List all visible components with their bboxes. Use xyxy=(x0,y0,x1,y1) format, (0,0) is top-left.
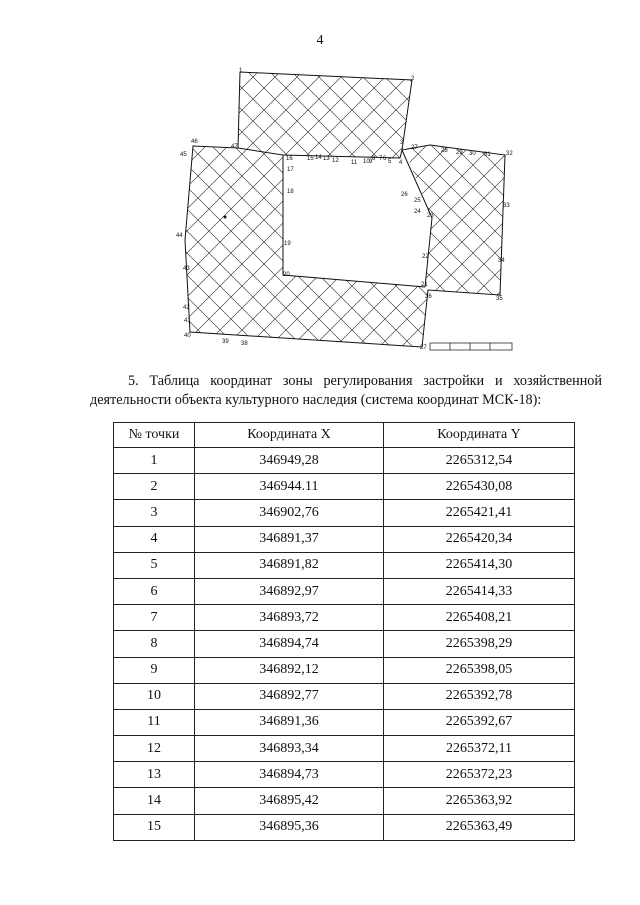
point-number-cell: 11 xyxy=(114,709,195,735)
point-label: 33 xyxy=(503,203,510,209)
coordinate-x-cell: 346891,37 xyxy=(195,526,384,552)
coordinate-y-cell: 2265363,49 xyxy=(384,814,575,840)
table-row xyxy=(114,578,575,604)
coordinate-y-cell: 2265430,08 xyxy=(384,474,575,500)
coordinate-y-cell: 2265372,23 xyxy=(384,762,575,788)
table-row xyxy=(114,736,575,762)
page-number: 4 xyxy=(316,33,324,48)
point-label: 2 xyxy=(411,76,415,82)
hatched-zone xyxy=(185,72,505,347)
point-label: 8 xyxy=(372,156,376,162)
coordinates-table xyxy=(113,422,575,841)
coordinate-y-cell: 2265312,54 xyxy=(384,448,575,474)
point-label: 14 xyxy=(315,155,322,161)
point-label: 34 xyxy=(498,258,505,264)
point-label: 27 xyxy=(411,145,418,151)
coordinate-y-cell: 2265363,92 xyxy=(384,788,575,814)
table-row xyxy=(114,448,575,474)
table-row xyxy=(114,683,575,709)
point-number-cell: 14 xyxy=(114,788,195,814)
table-row xyxy=(114,657,575,683)
point-label: 15 xyxy=(307,156,314,162)
point-number-cell: 8 xyxy=(114,631,195,657)
point-label: 5 xyxy=(388,159,392,165)
point-label: 10 xyxy=(363,159,370,165)
coordinate-y-cell: 2265421,41 xyxy=(384,500,575,526)
point-label: 13 xyxy=(323,156,330,162)
point-number-cell: 6 xyxy=(114,578,195,604)
header-coordinate-y: Координата Y xyxy=(384,423,575,448)
point-label: 21 xyxy=(421,282,428,288)
point-label: 42 xyxy=(183,305,190,311)
point-number-cell: 10 xyxy=(114,683,195,709)
point-label: 26 xyxy=(401,192,408,198)
point-label: 31 xyxy=(484,152,491,158)
point-label: 16 xyxy=(286,156,293,162)
table-row xyxy=(114,605,575,631)
table-row xyxy=(114,474,575,500)
point-label: 40 xyxy=(184,333,191,339)
point-label: 27 xyxy=(420,345,427,351)
point-label: 36 xyxy=(425,294,432,300)
point-number-cell: 1 xyxy=(114,448,195,474)
coordinate-x-cell: 346902,76 xyxy=(195,500,384,526)
table-body xyxy=(114,448,575,841)
point-label: 35 xyxy=(496,296,503,302)
table-row xyxy=(114,814,575,840)
point-label: 45 xyxy=(180,152,187,158)
scale-bar xyxy=(430,343,512,350)
point-label: 38 xyxy=(241,341,248,347)
header-point-number: № точки xyxy=(114,423,195,448)
coordinate-y-cell: 2265398,05 xyxy=(384,657,575,683)
point-label: 18 xyxy=(287,189,294,195)
point-number-cell: 13 xyxy=(114,762,195,788)
point-label: 44 xyxy=(176,233,183,239)
point-number-cell: 2 xyxy=(114,474,195,500)
coordinate-y-cell: 2265414,30 xyxy=(384,552,575,578)
point-label: 6 xyxy=(383,156,387,162)
coordinate-x-cell: 346894,73 xyxy=(195,762,384,788)
table-row xyxy=(114,788,575,814)
center-marker xyxy=(224,216,227,219)
point-label: 28 xyxy=(441,148,448,154)
table-header-row xyxy=(114,423,575,448)
point-label: 12 xyxy=(332,158,339,164)
table-row xyxy=(114,762,575,788)
table-row xyxy=(114,552,575,578)
point-label: 9 xyxy=(369,159,373,165)
coordinate-x-cell: 346892,12 xyxy=(195,657,384,683)
point-number-cell: 4 xyxy=(114,526,195,552)
point-number-cell: 3 xyxy=(114,500,195,526)
coordinate-y-cell: 2265398,29 xyxy=(384,631,575,657)
point-label: 19 xyxy=(284,241,291,247)
table-row xyxy=(114,500,575,526)
coordinate-y-cell: 2265420,34 xyxy=(384,526,575,552)
table-row xyxy=(114,526,575,552)
point-label: 29 xyxy=(456,150,463,156)
point-label: 17 xyxy=(287,167,294,173)
point-label: 23 xyxy=(427,213,434,219)
coordinate-x-cell: 346892,77 xyxy=(195,683,384,709)
zone-scheme xyxy=(150,58,530,358)
coordinate-y-cell: 2265392,78 xyxy=(384,683,575,709)
coordinate-y-cell: 2265414,33 xyxy=(384,578,575,604)
coordinate-x-cell: 346892,97 xyxy=(195,578,384,604)
point-number-cell: 7 xyxy=(114,605,195,631)
coordinate-x-cell: 346894,74 xyxy=(195,631,384,657)
point-label: 7 xyxy=(379,156,383,162)
point-label: 46 xyxy=(191,139,198,145)
coordinate-x-cell: 346944.11 xyxy=(195,474,384,500)
point-label: 4 xyxy=(399,160,403,166)
point-number-cell: 15 xyxy=(114,814,195,840)
point-number-cell: 12 xyxy=(114,736,195,762)
point-label: 11 xyxy=(351,160,358,166)
coordinate-x-cell: 346895,42 xyxy=(195,788,384,814)
table-row xyxy=(114,709,575,735)
table-caption: 5. Таблица координат зоны регулирования застройки и хозяйственной деятельности объекта культурного наследия (система координат МСК-18): xyxy=(90,373,602,408)
coordinate-x-cell: 346949,28 xyxy=(195,448,384,474)
coordinate-y-cell: 2265408,21 xyxy=(384,605,575,631)
point-label: 30 xyxy=(469,151,476,157)
point-label: 1 xyxy=(239,68,243,74)
point-number-cell: 9 xyxy=(114,657,195,683)
coordinate-x-cell: 346891,36 xyxy=(195,709,384,735)
point-label: 20 xyxy=(283,272,290,278)
point-label: 3 xyxy=(400,140,404,146)
point-label: 39 xyxy=(222,339,229,345)
coordinate-y-cell: 2265372,11 xyxy=(384,736,575,762)
point-label: 22 xyxy=(422,254,429,260)
point-label: 41 xyxy=(184,318,191,324)
point-number-cell: 5 xyxy=(114,552,195,578)
point-label: 25 xyxy=(414,198,421,204)
point-label: 47 xyxy=(231,144,238,150)
coordinate-x-cell: 346893,34 xyxy=(195,736,384,762)
coordinate-x-cell: 346895,36 xyxy=(195,814,384,840)
coordinate-y-cell: 2265392,67 xyxy=(384,709,575,735)
coordinate-x-cell: 346891,82 xyxy=(195,552,384,578)
coordinate-x-cell: 346893,72 xyxy=(195,605,384,631)
point-label: 32 xyxy=(506,151,513,157)
point-label: 43 xyxy=(183,266,190,272)
header-coordinate-x: Координата X xyxy=(195,423,384,448)
point-label: 24 xyxy=(414,209,421,215)
table-row xyxy=(114,631,575,657)
